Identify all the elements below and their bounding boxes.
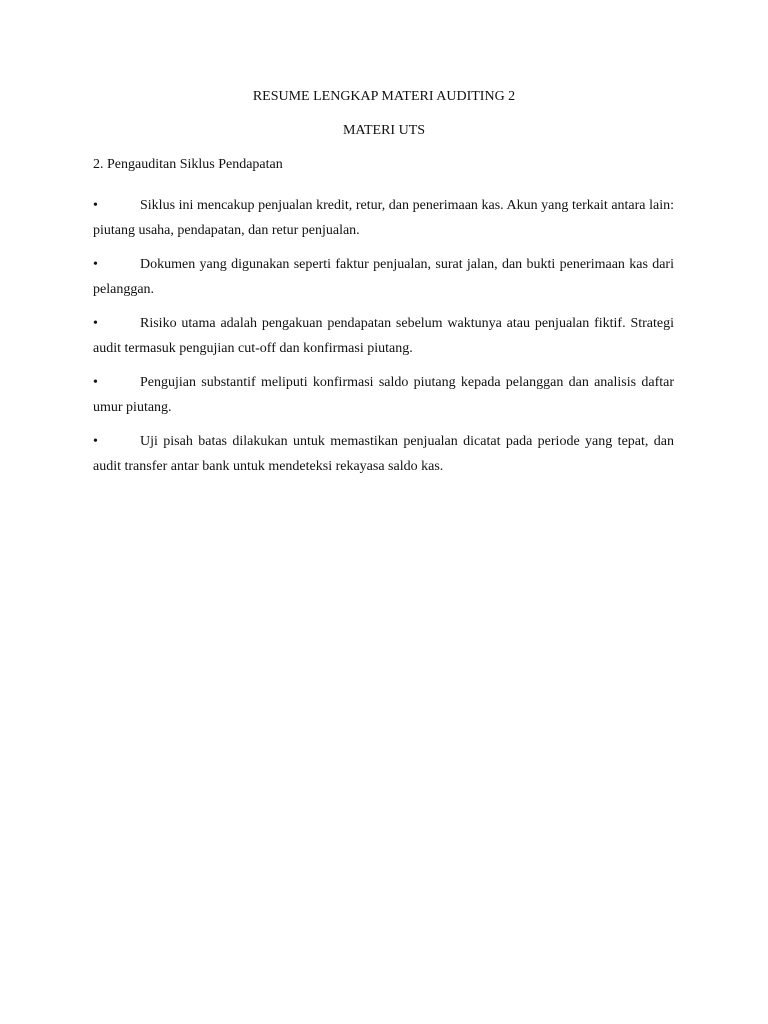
document-subtitle: MATERI UTS xyxy=(342,123,426,138)
bullet-text: Uji pisah batas dilakukan untuk memastikan penjualan dicatat pada periode yang tepat, dan audit transfer antar bank untuk mendeteksi rekayasa saldo kas. xyxy=(93,434,674,474)
bullet-text: Siklus ini mencakup penjualan kredit, retur, dan penerimaan kas. Akun yang terkait antara lain: piutang usaha, pendapatan, dan retur penjualan. xyxy=(93,198,674,238)
bullet-text: Pengujian substantif meliputi konfirmasi saldo piutang kepada pelanggan dan analisis daftar umur piutang. xyxy=(93,375,674,415)
section-heading: 2. Pengauditan Siklus Pendapatan xyxy=(93,157,283,172)
list-item xyxy=(93,370,674,420)
bullet-text: Dokumen yang digunakan seperti faktur penjualan, surat jalan, dan bukti penerimaan kas dari pelanggan. xyxy=(93,257,674,297)
bullet-marker: • xyxy=(93,375,98,390)
bullet-marker: • xyxy=(93,257,98,272)
list-item xyxy=(93,193,674,243)
list-item xyxy=(93,429,674,479)
bullet-marker: • xyxy=(93,198,98,213)
document-title: RESUME LENGKAP MATERI AUDITING 2 xyxy=(252,89,516,104)
bullet-marker: • xyxy=(93,316,98,331)
list-item xyxy=(93,252,674,302)
bullet-list xyxy=(93,193,674,488)
bullet-text: Risiko utama adalah pengakuan pendapatan sebelum waktunya atau penjualan fiktif. Strategi audit termasuk pengujian cut-off dan konfirmasi piutang. xyxy=(93,316,674,356)
list-item xyxy=(93,311,674,361)
bullet-marker: • xyxy=(93,434,98,449)
